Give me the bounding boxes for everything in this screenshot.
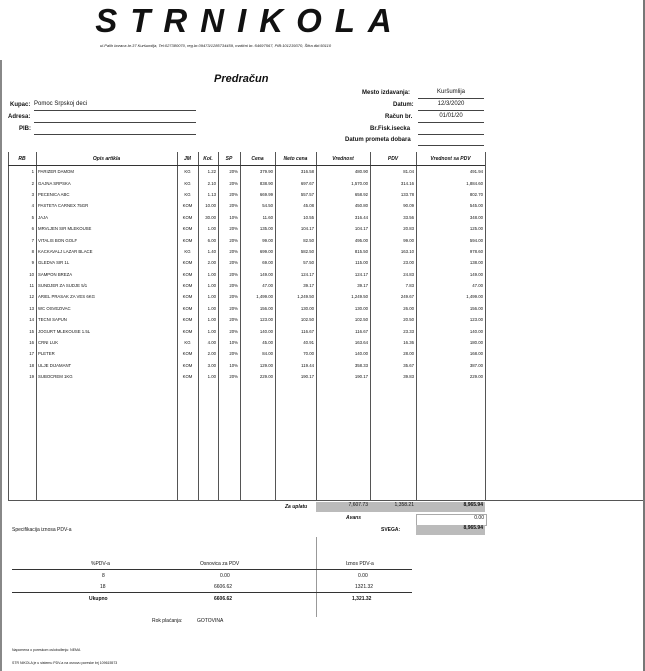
table-cell: KOM	[182, 351, 193, 357]
table-cell: 1.00	[207, 305, 216, 311]
table-cell: 1.00	[207, 271, 216, 277]
table-row	[8, 189, 485, 200]
table-cell: 20%	[229, 169, 238, 175]
table-row	[8, 177, 485, 188]
vat-row-amount: 0.00	[358, 573, 368, 579]
table-cell: 9	[31, 260, 34, 266]
table-cell: 190.17	[300, 374, 314, 380]
table-cell: 557.57	[300, 191, 314, 197]
table-cell: 3	[31, 191, 34, 197]
table-cell: 123.00	[469, 317, 483, 323]
table-cell: 17	[29, 351, 34, 357]
table-cell: 54.50	[262, 203, 273, 209]
table-cell: 84.00	[262, 351, 273, 357]
table-cell: GAJNA SRPSKA	[38, 180, 71, 186]
table-cell: 180.00	[469, 340, 483, 346]
table-cell: 348.00	[469, 214, 483, 220]
header-description: Opis artikla	[36, 152, 177, 166]
invoice-value: 01/01/20	[418, 113, 484, 123]
table-cell: 12	[29, 294, 34, 300]
table-row	[8, 337, 485, 348]
table-cell: 20%	[229, 271, 238, 277]
vat-header-rule	[12, 569, 412, 570]
table-cell: 594.00	[469, 237, 483, 243]
table-cell: 138.00	[469, 260, 483, 266]
vat-header-amount: Iznos PDV-a	[346, 561, 374, 567]
table-cell: 1,499.00	[466, 294, 483, 300]
table-cell: 45.08	[303, 203, 314, 209]
table-cell: 229.00	[259, 374, 273, 380]
table-row	[8, 371, 485, 382]
table-cell: 140.00	[469, 328, 483, 334]
table-cell: GLEDVA SIR 1L	[38, 260, 70, 266]
table-cell: 163.64	[354, 340, 368, 346]
table-cell: 20.50	[403, 317, 414, 323]
table-cell: 13	[29, 305, 34, 311]
header-value: Vrednost	[316, 152, 370, 166]
table-cell: 20%	[229, 203, 238, 209]
fiscal-label: Br.Fisk.isecka	[370, 126, 411, 132]
table-cell: 20%	[229, 180, 238, 186]
table-cell: 6.00	[207, 237, 216, 243]
table-cell: 123.00	[259, 317, 273, 323]
table-cell: 104.17	[300, 226, 314, 232]
table-cell: 1,570.00	[351, 180, 368, 186]
table-cell: 130.00	[354, 305, 368, 311]
table-cell: 10	[29, 271, 34, 277]
vat-header-base: Osnovica za PDV	[200, 561, 240, 567]
table-cell: 1,499.00	[256, 294, 273, 300]
table-cell: 35.67	[403, 362, 414, 368]
vat-row-rate: 18	[100, 584, 106, 590]
table-cell: 249.67	[400, 294, 414, 300]
vat-row-base: 6606.62	[214, 584, 233, 590]
za-uplatu-label: Za uplatu	[285, 504, 308, 510]
header-vat: PDV	[370, 152, 416, 166]
table-cell: 5	[31, 214, 34, 220]
avans-value: 0.00	[416, 514, 487, 526]
table-cell: ULJE DIJAMANT	[38, 362, 72, 368]
table-cell: 545.00	[469, 203, 483, 209]
table-cell: PARIZER DAMOM	[38, 169, 74, 175]
table-cell: 116.67	[355, 328, 368, 334]
za-uplatu-pdv: 1,358.21	[370, 502, 416, 512]
header-vat-rate: SP	[218, 152, 240, 166]
table-cell: 379.90	[259, 169, 273, 175]
vat-row-base: 0.00	[220, 573, 230, 579]
table-cell: 20%	[229, 294, 238, 300]
table-cell: 10%	[229, 340, 238, 346]
table-cell: 11	[29, 283, 34, 289]
table-bottom-rule	[8, 500, 643, 501]
svega-value: 8,965.94	[416, 525, 485, 535]
table-cell: 1.40	[207, 248, 216, 254]
table-cell: 15	[29, 328, 34, 334]
table-cell: 20%	[229, 317, 238, 323]
table-cell: 2.00	[207, 260, 216, 266]
footer-note-1: Napomena o poreskom oslobođenju: NEMA	[12, 648, 81, 652]
table-cell: 30.00	[205, 214, 216, 220]
table-cell: 130.00	[300, 305, 314, 311]
table-row	[8, 223, 485, 234]
table-cell: 10%	[229, 214, 238, 220]
table-cell: KG	[184, 169, 191, 175]
table-cell: 20%	[229, 305, 238, 311]
company-brand: STRNIKOLA	[95, 2, 405, 39]
table-row	[8, 212, 485, 223]
table-cell: 135.00	[259, 226, 273, 232]
pib-label: PIB:	[19, 126, 31, 132]
table-cell: 115.00	[355, 260, 368, 266]
vat-header-rate: %PDV-a	[91, 561, 110, 567]
vat-spec-title: Specifikacija iznosa PDV-a	[12, 527, 72, 533]
table-cell: 39.17	[303, 283, 314, 289]
table-cell: 28.00	[403, 351, 414, 357]
table-cell: 669.99	[259, 191, 273, 197]
table-cell: 81.04	[403, 169, 414, 175]
table-row	[8, 314, 485, 325]
table-cell: KOM	[182, 271, 193, 277]
invoice-label: Račun br.	[385, 114, 413, 120]
table-cell: 2.10	[207, 180, 216, 186]
table-cell: 69.00	[262, 260, 273, 266]
table-cell: 18	[29, 362, 34, 368]
table-cell: 20%	[229, 248, 238, 254]
table-cell: 1,249.50	[351, 294, 368, 300]
table-cell: 1.00	[207, 317, 216, 323]
table-cell: 20%	[229, 191, 238, 197]
table-cell: SUNDJER ZA SUDJE 5/1	[38, 283, 88, 289]
header-net-price: Neto cena	[275, 152, 316, 166]
table-cell: TECNI SAPUN	[38, 317, 67, 323]
table-cell: PASTETA CARNEX 75GR	[38, 203, 89, 209]
table-cell: 20%	[229, 328, 238, 334]
col-rule	[485, 152, 486, 500]
table-cell: KOM	[182, 237, 193, 243]
table-cell: 450.80	[354, 203, 368, 209]
place-label: Mesto izdavanja:	[362, 90, 411, 96]
table-cell: 116.67	[301, 328, 314, 334]
table-cell: 3.00	[207, 362, 216, 368]
table-cell: KOM	[182, 203, 193, 209]
table-cell: WC OSVEZIVAC	[38, 305, 71, 311]
fiscal-value	[418, 125, 484, 135]
header-value-with-vat: Vrednost sa PDV	[416, 152, 485, 166]
table-cell: 23.00	[403, 260, 414, 266]
address-label: Adresa:	[8, 114, 31, 120]
table-cell: 57.50	[303, 260, 314, 266]
company-details: ul.Palih boraca br.37 Kuršumlija, Tel:027380070, reg.br.09473/1285734459, matični br.:54697567, PIB:101239370, Šifra dbl:50110	[100, 43, 332, 48]
table-row	[8, 280, 485, 291]
table-row	[8, 246, 485, 257]
table-cell: 358.33	[354, 362, 368, 368]
table-cell: SUBOCREM 1KG	[38, 374, 73, 380]
table-row	[8, 166, 485, 178]
table-cell: KOM	[182, 294, 193, 300]
vat-row-amount: 1321.32	[355, 584, 374, 590]
table-cell: 802.70	[469, 191, 483, 197]
payment-value: GOTOVINA	[197, 618, 224, 624]
table-cell: 82.50	[303, 237, 314, 243]
header-rb: RB	[8, 152, 36, 166]
table-cell: 156.00	[469, 305, 483, 311]
table-cell: 99.00	[403, 237, 414, 243]
table-cell: JAJA	[38, 214, 49, 220]
table-cell: KACKAVALJ LAZAR BLACE	[38, 248, 93, 254]
table-cell: 140.00	[354, 351, 368, 357]
table-cell: 1.00	[207, 226, 216, 232]
table-cell: 1.00	[207, 374, 216, 380]
table-cell: 39.83	[403, 374, 414, 380]
vat-total-base: 6606.62	[214, 596, 233, 602]
table-cell: 156.00	[259, 305, 273, 311]
table-cell: 70.00	[303, 351, 314, 357]
table-cell: 20%	[229, 374, 238, 380]
table-cell: PECENICA ABC	[38, 191, 70, 197]
table-cell: 149.00	[259, 271, 273, 277]
table-cell: 8	[31, 248, 34, 254]
table-cell: 124.17	[354, 271, 368, 277]
table-cell: 314.16	[400, 180, 414, 186]
table-cell: 316.58	[300, 169, 314, 175]
buyer-value: Pomoc Srpskoj deci	[34, 101, 196, 111]
table-cell: 190.17	[354, 374, 368, 380]
vat-total-rule	[12, 592, 412, 593]
table-cell: 1.00	[207, 294, 216, 300]
table-cell: JOGURT MLEKOUSE 1.5L	[38, 328, 91, 334]
table-cell: 102.50	[300, 317, 314, 323]
header-price: Cena	[240, 152, 275, 166]
header-quantity: Kol.	[198, 152, 218, 166]
date-label: Datum:	[393, 102, 414, 108]
za-uplatu-value: 7,607.73	[316, 502, 370, 512]
table-cell: 47.00	[262, 283, 273, 289]
table-cell: KOM	[182, 362, 193, 368]
table-row	[8, 348, 485, 359]
table-cell: 815.50	[354, 248, 368, 254]
table-cell: 124.17	[300, 271, 314, 277]
table-cell: KG	[184, 248, 191, 254]
svega-label: SVEGA:	[381, 527, 401, 533]
vat-row-rate: 8	[102, 573, 105, 579]
table-cell: 7.83	[405, 283, 414, 289]
table-cell: 10.55	[303, 214, 314, 220]
table-cell: KOM	[182, 226, 193, 232]
pib-value	[34, 125, 196, 135]
table-cell: 20%	[229, 226, 238, 232]
payment-label: Rok plaćanja:	[152, 618, 183, 624]
table-row	[8, 291, 485, 302]
table-row	[8, 303, 485, 314]
table-cell: 491.94	[469, 169, 483, 175]
table-cell: 20.83	[403, 226, 414, 232]
table-cell: 1.22	[207, 169, 216, 175]
table-cell: 102.50	[354, 317, 368, 323]
header-unit: JM	[177, 152, 198, 166]
table-cell: 149.00	[469, 271, 483, 277]
items-table	[8, 152, 485, 382]
table-cell: 20%	[229, 351, 238, 357]
table-cell: 20%	[229, 237, 238, 243]
table-cell: 26.00	[403, 305, 414, 311]
table-cell: 2.00	[207, 351, 216, 357]
table-cell: 699.00	[259, 248, 273, 254]
table-row	[8, 269, 485, 280]
table-cell: 387.00	[469, 362, 483, 368]
turnover-date-value	[418, 136, 484, 146]
table-cell: KOM	[182, 328, 193, 334]
date-value: 12/3/2020	[418, 101, 484, 111]
table-cell: 1.13	[207, 191, 216, 197]
table-cell: 229.00	[469, 374, 483, 380]
table-cell: 658.92	[354, 191, 368, 197]
table-cell: 978.60	[469, 248, 483, 254]
table-row	[8, 257, 485, 268]
table-cell: 1,884.60	[466, 180, 483, 186]
table-cell: 39.17	[357, 283, 368, 289]
table-cell: 14	[29, 317, 34, 323]
table-cell: 4.00	[207, 340, 216, 346]
table-cell: 1	[31, 169, 34, 175]
footer-note-2: STR NIKOLA je u sistemu PDV-a na osnovu poreske brj 109615573	[12, 661, 118, 665]
table-row	[8, 200, 485, 211]
table-cell: 582.50	[300, 248, 314, 254]
table-cell: 140.00	[259, 328, 273, 334]
table-cell: KOM	[182, 283, 193, 289]
table-cell: 16	[29, 340, 34, 346]
table-cell: 23.33	[403, 328, 414, 334]
table-cell: KOM	[182, 260, 193, 266]
table-cell: 20%	[229, 260, 238, 266]
table-cell: 838.90	[259, 180, 273, 186]
table-cell: 33.56	[403, 214, 414, 220]
table-cell: 1.00	[207, 283, 216, 289]
table-cell: KOM	[182, 214, 193, 220]
table-cell: SAMPON BREZA	[38, 271, 73, 277]
table-cell: KOM	[182, 374, 193, 380]
table-cell: 1,249.50	[297, 294, 314, 300]
address-value	[34, 113, 196, 123]
table-cell: 316.44	[354, 214, 368, 220]
table-cell: 6	[31, 226, 34, 232]
za-uplatu-with-vat: 8,965.94	[416, 502, 485, 512]
totals-divider	[316, 537, 317, 617]
table-cell: 168.00	[469, 351, 483, 357]
table-cell: 2	[31, 180, 34, 186]
table-cell: KOM	[182, 305, 193, 311]
table-cell: 90.09	[403, 203, 414, 209]
table-cell: 495.00	[354, 237, 368, 243]
table-cell: 1.00	[207, 328, 216, 334]
table-cell: PLETER	[38, 351, 55, 357]
table-cell: 129.00	[259, 362, 273, 368]
table-cell: 697.67	[300, 180, 314, 186]
vat-total-amount: 1,321.32	[352, 596, 372, 602]
document-title: Predračun	[214, 73, 269, 85]
table-cell: KOM	[182, 317, 193, 323]
avans-label: Avans	[346, 515, 362, 521]
table-row	[8, 234, 485, 245]
table-cell: 125.00	[469, 226, 483, 232]
table-cell: 11.60	[262, 214, 273, 220]
turnover-date-label: Datum prometa dobara	[345, 137, 411, 143]
table-cell: 40.91	[303, 340, 314, 346]
table-cell: VITALIS BON GOLF	[38, 237, 78, 243]
table-row	[8, 325, 485, 336]
table-cell: 10.00	[205, 203, 216, 209]
table-cell: MRVLJEN SIR MLEKOUSE	[38, 226, 92, 232]
table-cell: 480.90	[354, 169, 368, 175]
table-cell: 4	[31, 203, 34, 209]
table-cell: KG	[184, 191, 191, 197]
table-cell: 20%	[229, 283, 238, 289]
table-cell: KG	[184, 340, 191, 346]
table-cell: 16.36	[403, 340, 414, 346]
table-cell: 133.78	[400, 191, 414, 197]
table-cell: 99.00	[262, 237, 273, 243]
items-header	[8, 152, 485, 166]
table-row	[8, 360, 485, 371]
vat-total-label: Ukupno	[89, 596, 108, 602]
left-border	[0, 60, 2, 671]
table-cell: 163.10	[400, 248, 414, 254]
table-cell: 10%	[229, 362, 238, 368]
table-cell: 19	[29, 374, 34, 380]
table-cell: 7	[31, 237, 34, 243]
table-cell: 119.44	[301, 362, 314, 368]
table-cell: 47.00	[472, 283, 483, 289]
table-cell: CRNI LUK	[38, 340, 59, 346]
table-cell: 104.17	[354, 226, 368, 232]
table-cell: KG	[184, 180, 191, 186]
buyer-label: Kupac:	[10, 102, 31, 108]
place-value: Kuršumlija	[418, 89, 484, 99]
table-cell: 45.00	[262, 340, 273, 346]
table-cell: 24.83	[403, 271, 414, 277]
table-cell: ARIEL PRASAK ZA VES 6KG	[38, 294, 95, 300]
